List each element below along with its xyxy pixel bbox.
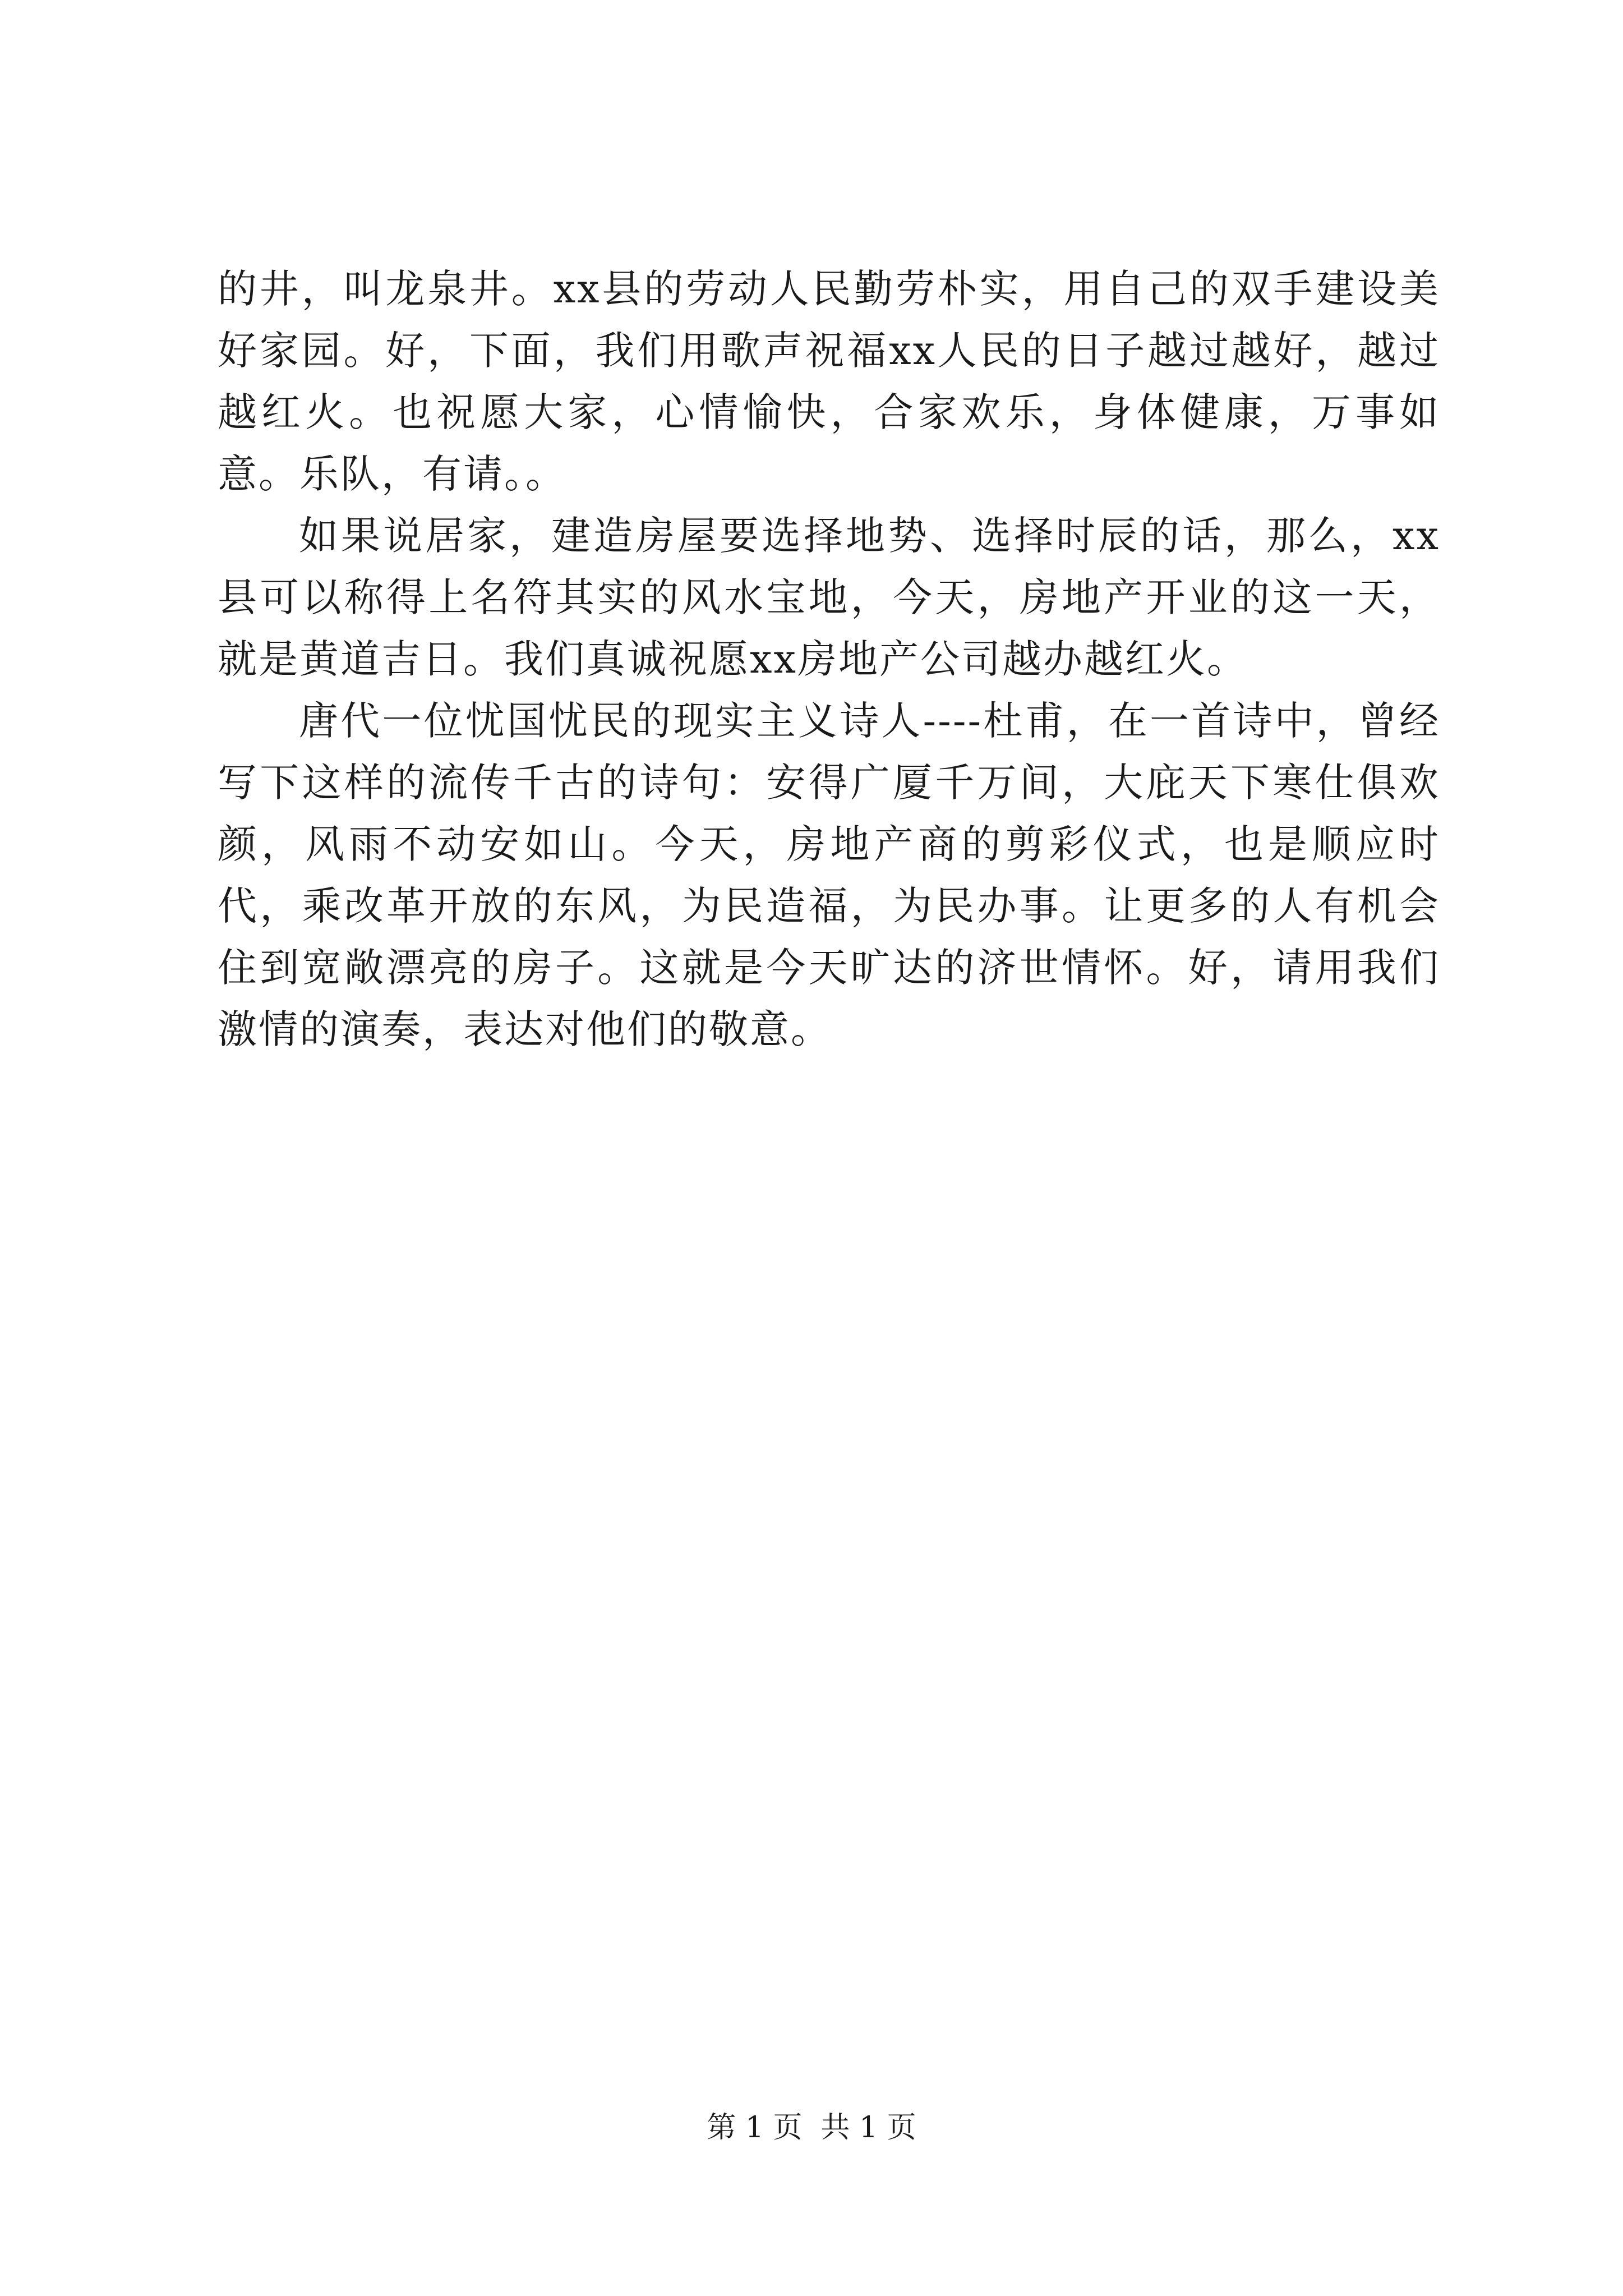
- page-footer: [0, 2108, 1623, 2147]
- page-number: 第 1 页 共 1 页: [707, 2111, 916, 2145]
- paragraph-3: 唐代一位忧国忧民的现实主义诗人----杜甫，在一首诗中，曾经写下这样的流传千古的诗句：安得广厦千万间，大庇天下寒仕俱欢颜，风雨不动安如山。今天，房地产商的剪彩仪式，也是顺应时代，乘改革开放的东风，为民造福，为民办事。让更多的人有机会住到宽敞漂亮的房子。这就是今天旷达的济世情怀。好，请用我们激情的演奏，表达对他们的敬意。: [218, 698, 1440, 1052]
- paragraph-2: 如果说居家，建造房屋要选择地势、选择时辰的话，那么，xx县可以称得上名符其实的风水宝地，今天，房地产开业的这一天，就是黄道吉日。我们真诚祝愿xx房地产公司越办越红火。: [218, 513, 1440, 682]
- paragraph-1: 的井，叫龙泉井。xx县的劳动人民勤劳朴实，用自己的双手建设美好家园。好，下面，我们用歌声祝福xx人民的日子越过越好，越过越红火。也祝愿大家，心情愉快，合家欢乐，身体健康，万事如意。乐队，有请。。: [218, 266, 1440, 497]
- document-body: [218, 258, 1440, 1060]
